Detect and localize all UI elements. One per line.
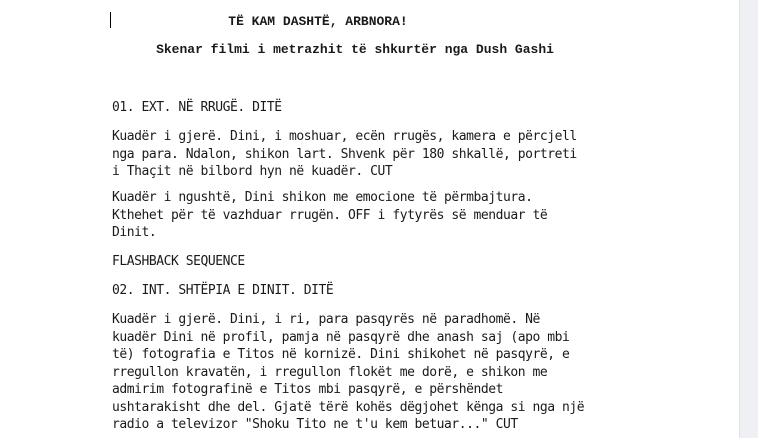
- document-subtitle: Skenar filmi i metrazhit të shkurtër nga Dush Gashi: [156, 42, 554, 57]
- flashback-label: FLASHBACK SEQUENCE: [112, 254, 245, 269]
- scene-1-paragraph-1: Kuadër i gjerë. Dini, i moshuar, ecën rrugës, kamera e përcjell nga para. Ndalon, shikon lart. Shvenk për 180 shkallë, portreti i Thaçit në bilbord hyn në kuadër. CUT: [112, 129, 577, 179]
- document-title: TË KAM DASHTË, ARBNORA!: [228, 14, 408, 29]
- scene-1-paragraph-2: Kuadër i ngushtë, Dini shikon me emocione të përmbajtura. Kthehet për të vazhduar rrugën. OFF i fytyrës së menduar të Dinit.: [112, 190, 548, 240]
- scene-heading-2: 02. INT. SHTËPIA E DINIT. DITË: [112, 283, 334, 298]
- page-margin: [739, 0, 758, 438]
- scene-heading-1: 01. EXT. NË RRUGË. DITË: [112, 100, 282, 115]
- scene-2-paragraph-1: Kuadër i gjerë. Dini, i ri, para pasqyrës në paradhomë. Në kuadër Dini në profil, pamja në pasqyrë dhe anash saj (apo mbi të) fotografia e Titos në kornizë. Dini shikohet në pasqyrë, e rregullon kravatën, i rregullon flokët me dorë, e shikon me admirim fotografinë e Titos mbi pasqyrë, e përshëndet ushtarakisht dhe del. Gjatë tërë kohës dëgjohet kënga si nga një radio a televizor "Shoku Tito ne t'u kem betuar..." CUT: [112, 312, 585, 432]
